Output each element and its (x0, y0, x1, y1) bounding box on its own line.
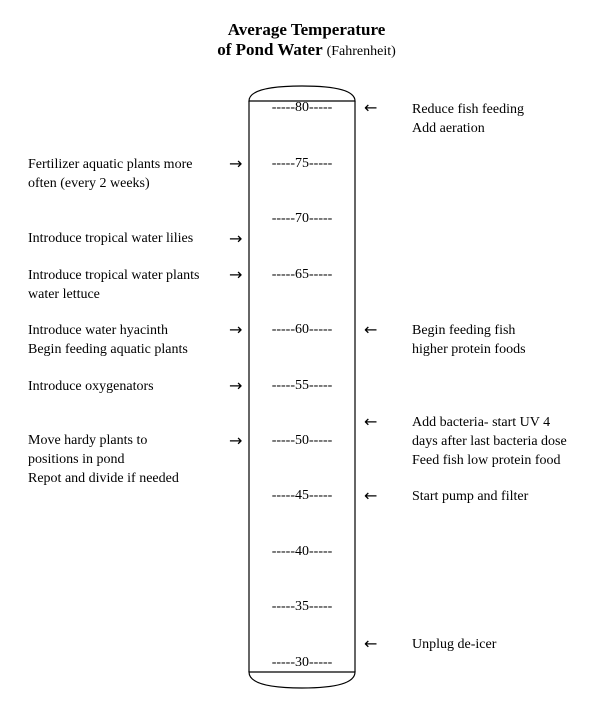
note-line: Move hardy plants to (28, 433, 148, 448)
title-line-1: Average Temperature (227, 20, 386, 39)
note-line: Fertilizer aquatic plants more (28, 157, 193, 172)
tick-65: -----65----- (271, 267, 333, 282)
title-main: of Pond Water (217, 40, 323, 59)
note-line: Introduce tropical water lilies (28, 231, 194, 246)
note-line: often (every 2 weeks) (28, 176, 150, 191)
note-line: Add bacteria- start UV 4 (412, 415, 551, 430)
right-arrow-icon: → (229, 265, 243, 284)
tick-35: -----35----- (271, 599, 333, 614)
left-note-hardy-plants (28, 431, 179, 488)
note-line: Reduce fish feeding (412, 102, 524, 117)
left-note-lilies (28, 229, 193, 248)
left-arrow-icon: ← (364, 634, 378, 653)
thermometer-bottom-cap (249, 672, 355, 688)
note-line: Introduce oxygenators (28, 379, 154, 394)
left-arrow-icon: ← (364, 486, 378, 505)
left-note-fertilizer (28, 155, 192, 193)
title-unit: (Fahrenheit) (326, 44, 396, 59)
left-note-hyacinth (28, 321, 188, 359)
right-note-de-icer (412, 635, 496, 654)
right-arrow-icon: → (229, 229, 243, 248)
note-line: positions in pond (28, 452, 125, 467)
right-arrow-icon: → (229, 320, 243, 339)
thermometer-top-cap (249, 86, 355, 101)
tick-45: -----45----- (271, 488, 333, 503)
note-line: Introduce tropical water plants (28, 268, 200, 283)
left-note-oxygenators (28, 377, 154, 396)
tick-40: -----40----- (271, 544, 333, 559)
note-line: higher protein foods (412, 342, 526, 357)
left-arrow-icon: ← (364, 412, 378, 431)
note-line: days after last bacteria dose (412, 434, 567, 449)
left-arrow-icon: ← (364, 98, 378, 117)
right-arrow-icon: → (229, 431, 243, 450)
tick-70: -----70----- (271, 211, 333, 226)
note-line: Begin feeding aquatic plants (28, 342, 188, 357)
note-line: Introduce water hyacinth (28, 323, 168, 338)
right-note-bacteria (412, 413, 567, 470)
note-line: Repot and divide if needed (28, 471, 179, 486)
note-line: Begin feeding fish (412, 323, 516, 338)
tick-50: -----50----- (271, 433, 333, 448)
right-arrow-icon: → (229, 376, 243, 395)
right-note-pump-filter (412, 487, 528, 506)
right-note-reduce-feeding (412, 100, 524, 138)
tick-75: -----75----- (271, 156, 333, 171)
note-line: Unplug de-icer (412, 637, 497, 652)
right-note-protein-foods (412, 321, 526, 359)
tick-55: -----55----- (271, 378, 333, 393)
tick-30: -----30----- (271, 655, 333, 670)
tick-60: -----60----- (271, 322, 333, 337)
note-line: water lettuce (28, 287, 100, 302)
note-line: Add aeration (412, 121, 485, 136)
note-line: Feed fish low protein food (412, 453, 561, 468)
left-note-tropical-plants (28, 266, 199, 304)
left-arrow-icon: ← (364, 320, 378, 339)
note-line: Start pump and filter (412, 489, 529, 504)
right-arrow-icon: → (229, 154, 243, 173)
tick-80: -----80----- (271, 100, 333, 115)
